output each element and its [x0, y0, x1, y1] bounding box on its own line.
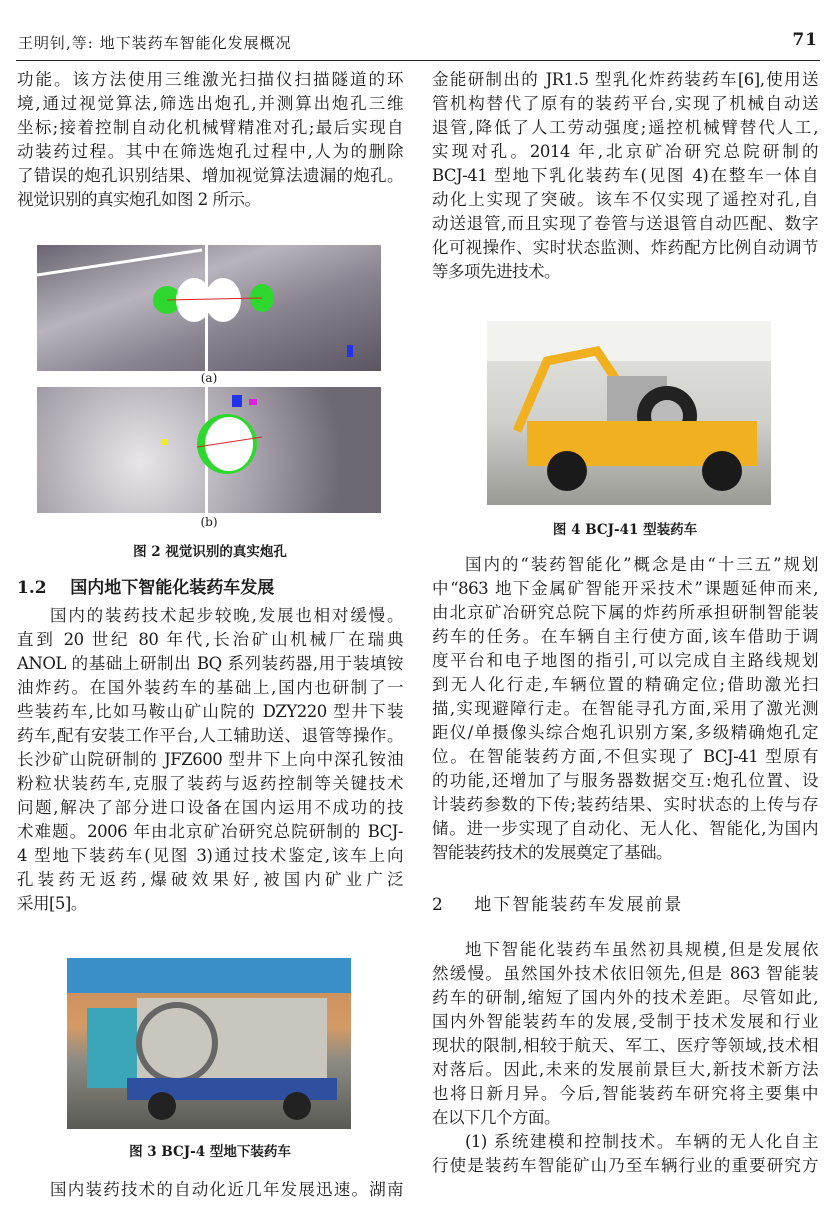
text-line: 境,通过视觉算法,筛选出炮孔,并测算出炮孔三维 [17, 94, 403, 113]
left-para-2 [17, 604, 403, 916]
page-number: 71 [792, 30, 818, 50]
header-rule [16, 60, 820, 61]
text-line: 药车的研制,缩短了国内外的技术差距。尽管如此, [432, 988, 818, 1007]
text-line: 4 型地下装药车(见图 3)通过技术鉴定,该车上向 [17, 846, 403, 865]
figure-4-image [487, 321, 771, 505]
text-line: 金能研制出的 JR1.5 型乳化炸药装药车[6],使用送 [432, 70, 818, 89]
text-line: 由北京矿冶研究总院下属的炸药所承担研制智能装 [432, 603, 818, 622]
text-line: 些装药车,比如马鞍山矿山院的 DZY220 型井下装 [17, 702, 403, 721]
section-heading-2: 2 地下智能装药车发展前景 [432, 895, 684, 915]
text-line: 粉粒状装药车,克服了装药与返药控制等关键技术 [17, 774, 403, 793]
text-line: 实现对孔。2014 年,北京矿冶研究总院研制的 [432, 142, 818, 161]
text-line: 位。在智能装药方面,不但实现了 BCJ-41 型原有 [432, 747, 818, 766]
text-line: 智能装药技术的发展奠定了基础。 [432, 843, 672, 862]
text-line: 术难题。2006 年由北京矿冶研究总院研制的 BCJ- [17, 822, 403, 841]
text-line: 了错误的炮孔识别结果、增加视觉算法遗漏的炮孔。 [17, 166, 403, 185]
text-line: (1) 系统建模和控制技术。车辆的无人化自主 [465, 1132, 818, 1151]
right-para-1 [432, 68, 818, 284]
text-line: 药车的任务。在车辆自主行使方面,该车借助于调 [432, 627, 818, 646]
text-line: 在以下几个方面。 [432, 1108, 560, 1127]
left-para-3 [17, 1178, 403, 1202]
figure-4-caption: 图 4 BCJ-41 型装药车 [552, 522, 698, 538]
text-line: 对落后。因此,未来的发展前景巨大,新技术新方法 [432, 1060, 818, 1079]
text-line: 的功能,还增加了与服务器数据交互:炮孔位置、设 [432, 771, 818, 790]
figure-3-image [67, 958, 351, 1129]
text-line: 油炸药。在国外装药车的基础上,国内也研制了一 [17, 678, 403, 697]
section-heading-1-2: 1.2 国内地下智能化装药车发展 [17, 578, 275, 598]
text-line: 描,实现避障行走。在智能寻孔方面,采用了激光测 [432, 699, 818, 718]
text-line: 等多项先进技术。 [432, 262, 560, 281]
figure-2b-label: (b) [200, 515, 218, 529]
text-line: 功能。该方法使用三维激光扫描仪扫描隧道的环 [17, 70, 403, 89]
text-line: 中“863 地下金属矿智能开采技术”课题延伸而来, [432, 579, 818, 598]
figure-2a-label: (a) [200, 371, 218, 385]
text-line: 动化上实现了突破。该车不仅实现了遥控对孔,自 [432, 190, 818, 209]
text-line: 国内外智能装药车的发展,受制于技术发展和行业 [432, 1012, 818, 1031]
text-line: 行使是装药车智能矿山乃至车辆行业的重要研究方 [432, 1156, 818, 1175]
text-line: 计装药参数的下传;装药结果、实时状态的上传与存 [432, 795, 818, 814]
text-line: 孔装药无返药,爆破效果好,被国内矿业广泛 [17, 870, 403, 889]
figure-2a-image [37, 245, 381, 371]
text-line: 动送退管,而且实现了卷管与送退管自动匹配、数字 [432, 214, 818, 233]
text-line: 国内的“装药智能化”概念是由“十三五”规划 [465, 555, 818, 574]
text-line: 坐标;接着控制自动化机械臂精准对孔;最后实现自 [17, 118, 403, 137]
text-line: 采用[5]。 [17, 894, 87, 913]
text-line: 现状的限制,相较于航天、军工、医疗等领域,技术相 [432, 1036, 818, 1055]
text-line: 地下智能化装药车虽然初具规模,但是发展依 [465, 940, 818, 959]
text-line: 也将日新月异。今后,智能装药车研究将主要集中 [432, 1084, 818, 1103]
right-para-2 [432, 553, 818, 865]
text-line: 到无人化行走,车辆位置的精确定位;借助激光扫 [432, 675, 818, 694]
text-line: 国内装药技术的自动化近几年发展迅速。湖南 [50, 1180, 403, 1199]
text-line: 管机构替代了原有的装药平台,实现了机械自动送 [432, 94, 818, 113]
text-line: 度平台和电子地图的指引,可以完成自主路线规划 [432, 651, 818, 670]
text-line: 国内的装药技术起步较晚,发展也相对缓慢。 [50, 606, 403, 625]
left-para-1 [17, 68, 403, 212]
figure-2-caption: 图 2 视觉识别的真实炮孔 [133, 544, 287, 560]
figure-2b-image [37, 387, 381, 513]
text-line: 药车,配有安装工作平台,人工辅助送、退管等操作。 [17, 726, 403, 745]
text-line: 视觉识别的真实炮孔如图 2 所示。 [17, 190, 261, 209]
right-para-4 [432, 1130, 818, 1178]
text-line: 然缓慢。虽然国外技术依旧领先,但是 863 智能装 [432, 964, 818, 983]
text-line: 退管,降低了人工劳动强度;遥控机械臂替代人工, [432, 118, 818, 137]
text-line: 问题,解决了部分进口设备在国内运用不成功的技 [17, 798, 403, 817]
text-line: 直到 20 世纪 80 年代,长治矿山机械厂在瑞典 [17, 630, 403, 649]
text-line: ANOL 的基础上研制出 BQ 系列装药器,用于装填铵 [17, 654, 403, 673]
text-line: 距仪/单摄像头综合炮孔识别方案,多级精确炮孔定 [432, 723, 818, 742]
text-line: 储。进一步实现了自动化、无人化、智能化,为国内 [432, 819, 818, 838]
running-title: 王明钊,等: 地下装药车智能化发展概况 [18, 34, 292, 52]
text-line: BCJ-41 型地下乳化装药车(见图 4)在整车一体自 [432, 166, 818, 185]
text-line: 长沙矿山院研制的 JFZ600 型井下上向中深孔铵油 [17, 750, 403, 769]
text-line: 化可视操作、实时状态监测、炸药配方比例自动调节 [432, 238, 818, 257]
figure-3-caption: 图 3 BCJ-4 型地下装药车 [129, 1144, 291, 1160]
text-line: 动装药过程。其中在筛选炮孔过程中,人为的删除 [17, 142, 403, 161]
right-para-3 [432, 938, 818, 1130]
